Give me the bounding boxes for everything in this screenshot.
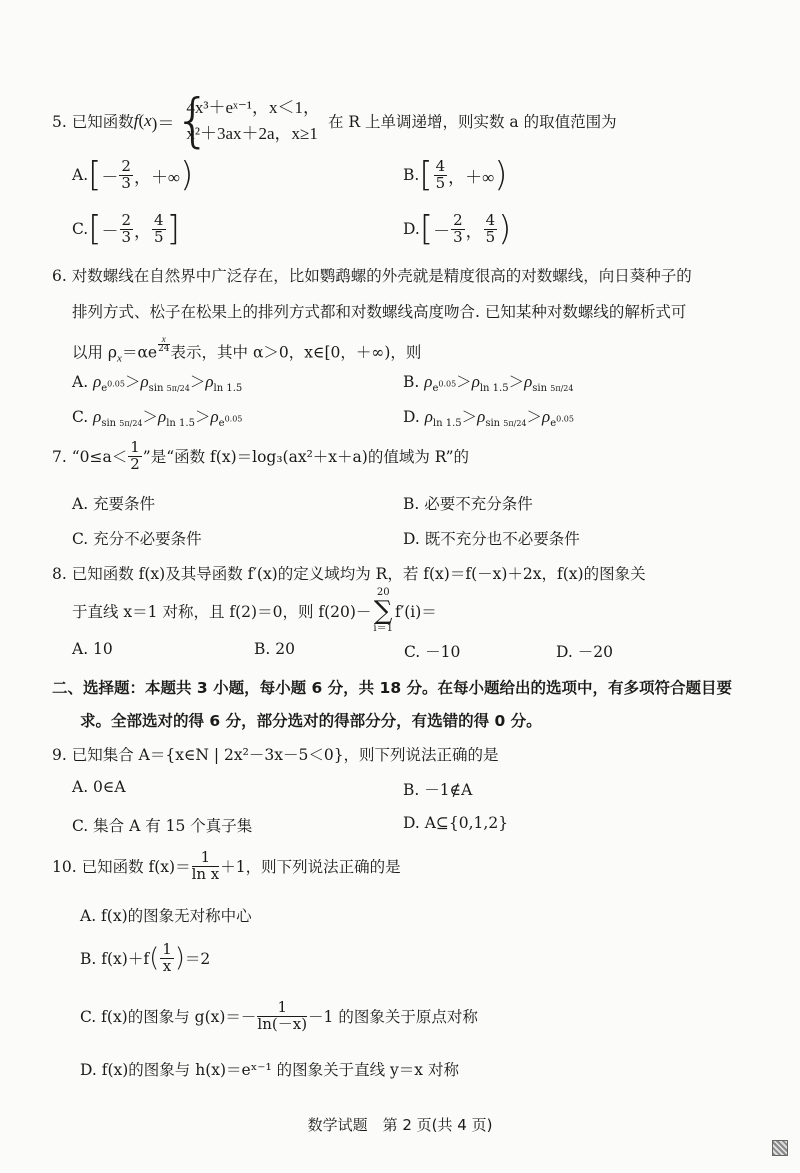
section2-heading-line2: 求。全部选对的得 6 分，部分选对的得部分分，有选错的得 0 分。 xyxy=(80,712,542,730)
q5-stem: 5. 已知函数 f ( x )＝ { 4x³＋eˣ⁻¹，x＜1， x²＋3ax＋2a，x≥1 在 R 上单调递增，则实数 a 的取值范围为 xyxy=(52,86,617,154)
q5-tail: 在 R 上单调递增，则实数 a 的取值范围为 xyxy=(327,113,617,131)
q8-line1: 8. 已知函数 f(x)及其导函数 f′(x)的定义域均为 R，若 f(x)＝f(－x)＋2x，f(x)的图象关 xyxy=(52,565,646,583)
q8-option-c: C. －10 xyxy=(404,643,461,661)
q5-piece1: 4x³＋eˣ⁻¹，x＜1， xyxy=(186,98,320,117)
q6-line2: 排列方式、松子在松果上的排列方式都和对数螺线高度吻合. 已知某种对数螺线的解析式可 xyxy=(72,303,687,321)
q7-option-a: A. 充要条件 xyxy=(72,495,156,513)
q8-option-a: A. 10 xyxy=(72,640,113,658)
q8-option-b: B. 20 xyxy=(254,640,295,658)
q5-option-a: A. [ － $\frac{2}{3}$ ， ＋∞ ) xyxy=(72,155,194,195)
q5-option-b: B. [ $\frac{4}{5}$ ， ＋∞ ) xyxy=(403,155,508,195)
q9-option-c: C. 集合 A 有 15 个真子集 xyxy=(72,817,253,835)
q10-option-c: C. f(x)的图象与 g(x)＝－ $\frac{1}{\ln(-x)}$ －1 的图象关于原点对称 xyxy=(80,998,478,1033)
q8-option-d: D. －20 xyxy=(556,643,613,661)
q10-option-b: B. f(x)＋f ( $\frac{1}{x}$ ) ＝2 xyxy=(80,940,211,975)
q6-option-b: B. $\rho_{e^{0.05}}>\rho_{ln 1.5}>\rho_{sin 5\pi/24}$ xyxy=(403,372,574,395)
q10-option-a: A. f(x)的图象无对称中心 xyxy=(80,907,252,925)
q7-stem: 7. “0≤a＜ $\frac{1}{2}$ ”是“函数 f(x)＝log₃(ax²＋x＋a)的值域为 R”的 xyxy=(52,438,470,473)
q7-option-c: C. 充分不必要条件 xyxy=(72,530,202,548)
q10-stem: 10. 已知函数 f(x)＝ $\frac{1}{\text{ln x}}$ ＋1，则下列说法正确的是 xyxy=(52,848,401,883)
q9-option-a: A. 0∈A xyxy=(72,778,126,796)
q5-option-c: C. [ － $\frac{2}{3}$ ， $\frac{4}{5}$ ] xyxy=(72,209,180,249)
q7-option-d: D. 既不充分也不必要条件 xyxy=(403,530,580,548)
q5-piece2: x²＋3ax＋2a，x≥1 xyxy=(186,124,318,143)
q9-option-b: B. －1∉A xyxy=(403,781,473,799)
q9-stem: 9. 已知集合 A＝{x∈N | 2x²－3x－5＜0}，则下列说法正确的是 xyxy=(52,746,499,764)
q6-option-a: A. $\rho_{e^{0.05}}>\rho_{sin 5\pi/24}>\rho_{ln 1.5}$ xyxy=(72,372,243,395)
q6-option-d: D. $\rho_{ln 1.5}>\rho_{sin 5\pi/24}>\rho_{e^{0.05}}$ xyxy=(403,407,574,430)
q6-line1: 6. 对数螺线在自然界中广泛存在，比如鹦鹉螺的外壳就是精度很高的对数螺线，向日葵种子的 xyxy=(52,267,692,285)
q8-line2: 于直线 x＝1 对称，且 f(2)＝0，则 f(20)－ 20 ∑ i＝1 f′(i)＝ xyxy=(72,587,437,634)
q6-line3: 以用 $\rho_x=\alpha e$ $^{\frac{x}{24}}$ 表示，其中 α＞0，x∈[0，＋∞)，则 xyxy=(72,334,422,365)
q5-func: f xyxy=(133,111,139,130)
section2-heading-line1: 二、选择题：本题共 3 小题，每小题 6 分，共 18 分。在每小题给出的选项中，有多项符合题目要 xyxy=(52,679,733,697)
q8-sum-symbol: 20 ∑ i＝1 xyxy=(373,587,393,634)
q9-option-d: D. A⊆{0,1,2} xyxy=(403,814,509,832)
q5-lead: 5. 已知函数 xyxy=(52,113,134,131)
q5-option-d: D. [ － $\frac{2}{3}$ ， $\frac{4}{5}$ ) xyxy=(403,209,512,249)
q6-option-c: C. $\rho_{sin 5\pi/24}>\rho_{ln 1.5}>\rho_{e^{0.05}}$ xyxy=(72,407,243,430)
q5-piecewise: { 4x³＋eˣ⁻¹，x＜1， x²＋3ax＋2a，x≥1 xyxy=(174,86,320,154)
qr-code-icon xyxy=(772,1140,788,1156)
q7-option-b: B. 必要不充分条件 xyxy=(403,495,533,513)
q10-option-d: D. f(x)的图象与 h(x)＝eˣ⁻¹ 的图象关于直线 y＝x 对称 xyxy=(80,1061,459,1079)
page-footer: 数学试题 第 2 页(共 4 页) xyxy=(307,1116,493,1134)
